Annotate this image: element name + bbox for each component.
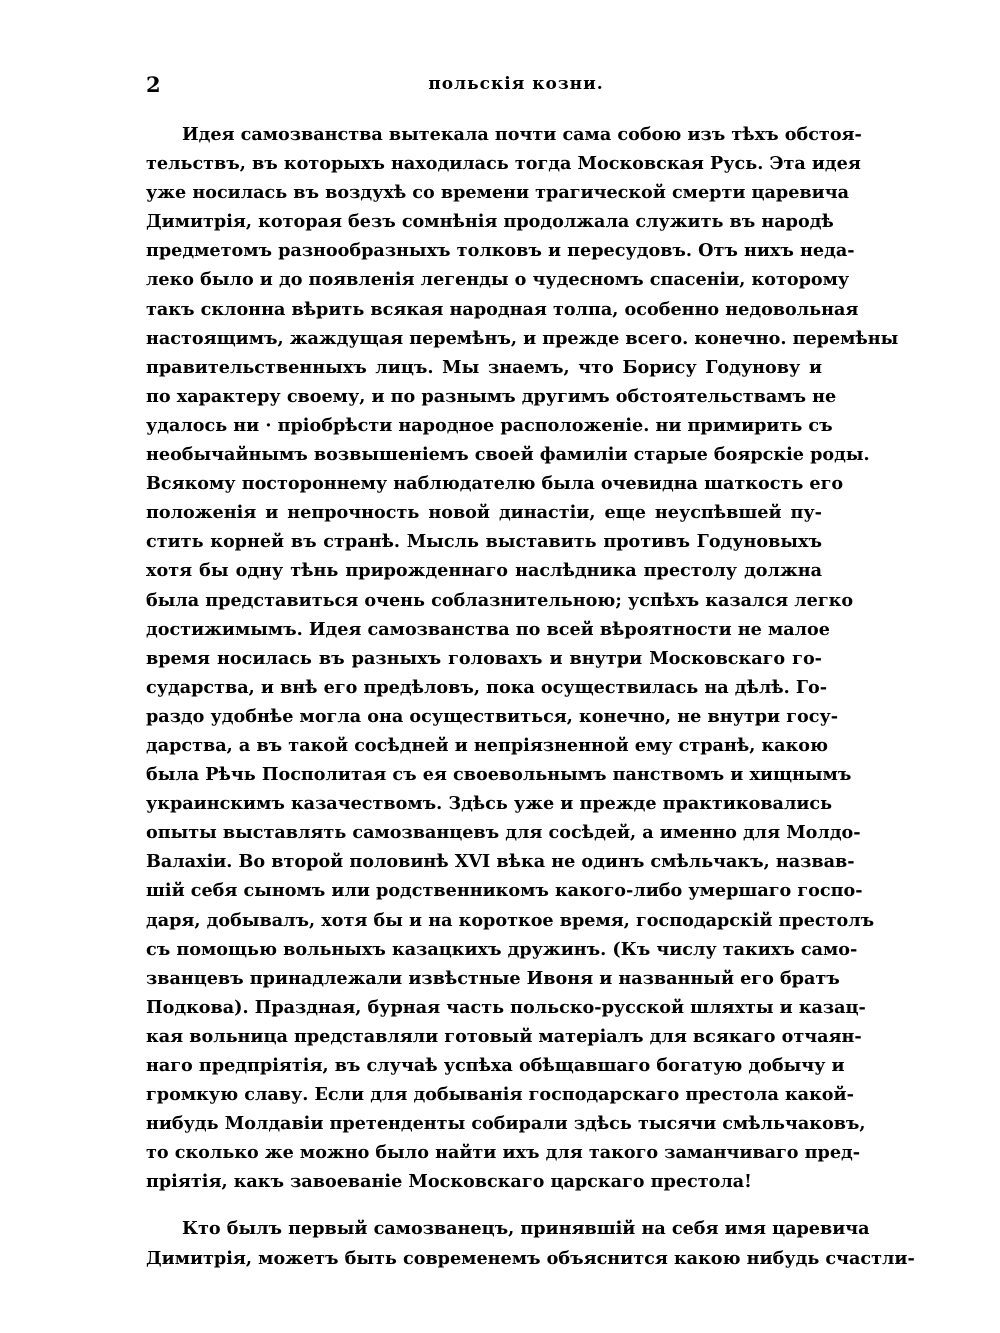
text-line: по характеру своему, и по разнымъ другимъ обстоятельствамъ не [146, 385, 837, 407]
text-line: такъ склонна вѣрить всякая народная толпа, особенно недовольная [146, 298, 859, 320]
text-line: правительственныхъ лицъ. Мы знаемъ, что Борису Годунову и [146, 356, 822, 378]
text-line: удалось ни · пріобрѣсти народное расположеніе. ни примирить съ [146, 414, 833, 436]
page-header [146, 72, 826, 104]
text-line: дарства, а въ такой сосѣдней и непріязненной ему странѣ, какою [146, 734, 829, 756]
text-line: Димитрія, которая безъ сомнѣнія продолжала служить въ народѣ [146, 211, 834, 233]
text-line: Всякому постороннему наблюдателю была очевидна шаткость его [146, 473, 844, 495]
text-line: необычайнымъ возвышеніемъ своей фамиліи старые боярскіе роды. [146, 444, 870, 466]
running-title: польскія козни. [428, 74, 604, 94]
text-line: предметомъ разнообразныхъ толковъ и пересудовъ. Отъ нихъ неда- [146, 240, 855, 262]
text-line: Идея самозванства вытекала почти сама собою изъ тѣхъ обстоя- [182, 124, 862, 145]
text-line: Кто былъ первый самозванецъ, принявшій на себя имя царевича [182, 1218, 870, 1240]
text-line: громкую славу. Если для добыванія господарскаго престола какой- [146, 1084, 854, 1106]
text-line: настоящимъ, жаждущая перемѣнъ, и прежде всего. конечно. перемѣны [146, 327, 899, 349]
text-line: стить корней въ странѣ. Мысль выставить противъ Годуновыхъ [146, 531, 822, 553]
text-line: сударства, и внѣ его предѣловъ, пока осуществилась на дѣлѣ. Го- [146, 676, 828, 698]
text-line: тельствъ, въ которыхъ находилась тогда Московская Русь. Эта идея [146, 153, 861, 175]
text-line: была представиться очень соблазнительною; успѣхъ казался легко [146, 589, 854, 611]
text-line: съ помощью вольныхъ казацкихъ дружинъ. (Къ числу такихъ само- [146, 938, 858, 960]
text-line: Подкова). Праздная, бурная часть польско-русской шляхты и казац- [146, 996, 866, 1018]
body-text [146, 120, 915, 1273]
text-line: наго предпріятія, въ случаѣ успѣха обѣщавшаго богатую добычу и [146, 1055, 845, 1076]
text-line: положенія и непрочность новой династіи, еще неуспѣвшей пу- [146, 502, 822, 524]
text-line: нибудь Молдавіи претенденты собирали здѣсь тысячи смѣльчаковъ, [146, 1113, 866, 1135]
text-line: украинскимъ казачествомъ. Здѣсь уже и прежде практиковались [146, 793, 833, 815]
text-line: уже носилась въ воздухѣ со времени трагической смерти царевича [146, 182, 849, 204]
text-line: даря, добывалъ, хотя бы и на короткое время, господарскій престолъ [146, 909, 875, 931]
text-line: то сколько же можно было найти ихъ для такого заманчиваго пред- [146, 1142, 861, 1164]
text-line: званцевъ принадлежали извѣстные Ивоня и названный его братъ [146, 967, 840, 989]
text-line: время носилась въ разныхъ головахъ и внутри Московскаго го- [146, 647, 822, 669]
text-line: Валахіи. Во второй половинѣ XVI вѣка не одинъ смѣльчакъ, назвав- [146, 851, 855, 873]
text-line: Димитрія, можетъ быть современемъ объяснится какою нибудь счастли- [146, 1247, 915, 1269]
text-line: леко было и до появленія легенды о чудесномъ спасеніи, которому [146, 269, 850, 291]
text-line: была Рѣчь Посполитая съ ея своевольнымъ панствомъ и хищнымъ [146, 764, 852, 786]
page-number: 2 [146, 72, 161, 97]
text-line: шій себя сыномъ или родственникомъ какого-либо умершаго госпо- [146, 880, 863, 902]
paragraph-1 [146, 120, 899, 1196]
text-line: пріятія, какъ завоеваніе Московскаго царскаго престола! [146, 1171, 752, 1193]
text-line: кая вольница представляли готовый матеріалъ для всякаго отчаян- [146, 1025, 862, 1047]
paragraph-2 [146, 1214, 915, 1272]
text-line: опыты выставлять самозванцевъ для сосѣдей, а именно для Молдо- [146, 822, 861, 844]
text-line: хотя бы одну тѣнь прирожденнаго наслѣдника престолу должна [146, 560, 822, 582]
paragraph-gap [146, 1196, 822, 1214]
text-line: достижимымъ. Идея самозванства по всей вѣроятности не малое [146, 618, 830, 640]
text-line: раздо удобнѣе могла она осуществиться, конечно, не внутри госу- [146, 705, 839, 727]
